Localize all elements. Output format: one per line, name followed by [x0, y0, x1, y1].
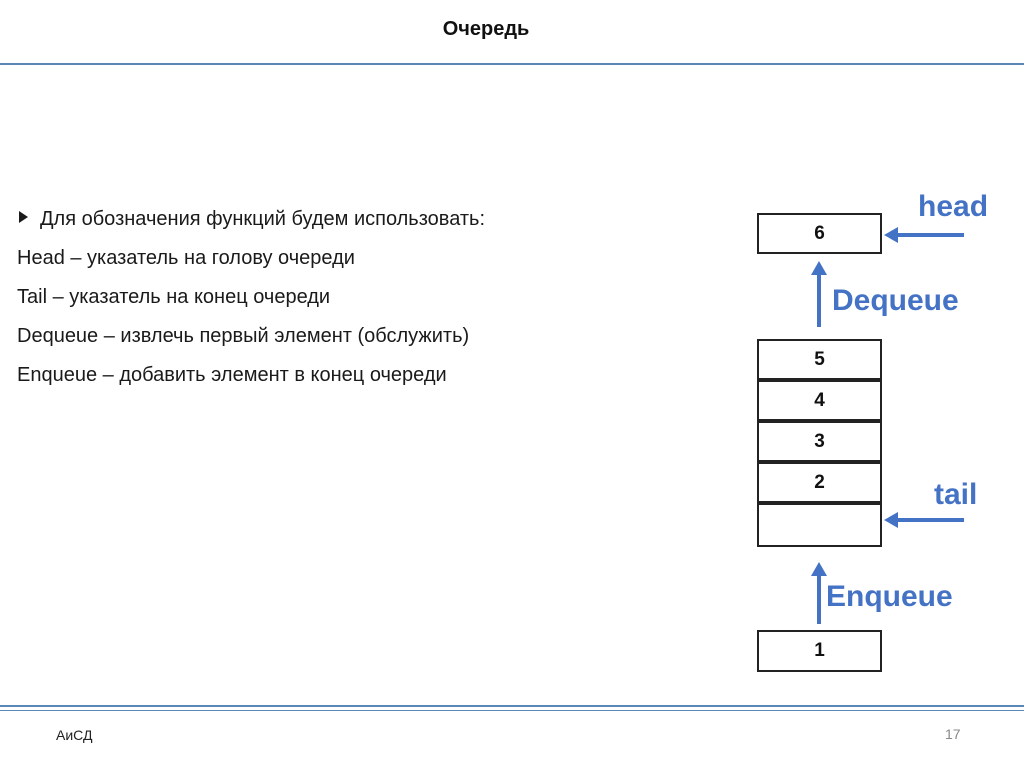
enqueue-label: Enqueue: [826, 580, 953, 613]
queue-cell: 3: [757, 421, 882, 462]
head-label: head: [918, 190, 989, 223]
dequeue-arrow-head: [811, 261, 827, 275]
bullet-tail: Tail – указатель на конец очереди: [17, 286, 331, 308]
head-arrow-head: [884, 227, 898, 243]
tail-label: tail: [934, 478, 978, 511]
page-number: 17: [945, 726, 961, 742]
bullet-intro: Для обозначения функций будем использовать:: [17, 200, 485, 239]
queue-cell: 2: [757, 462, 882, 503]
bullet-head: Head – указатель на голову очереди: [17, 247, 355, 269]
queue-cell-dequeued: 6: [757, 213, 882, 254]
bullet-dequeue: Dequeue – извлечь первый элемент (обслужить): [17, 325, 470, 347]
queue-cell: 4: [757, 380, 882, 421]
queue-cell: 5: [757, 339, 882, 380]
enqueue-arrow-head: [811, 562, 827, 576]
queue-cell-incoming: 1: [757, 630, 882, 672]
slide-title: Очередь: [442, 18, 530, 40]
footer-course: АиСД: [56, 727, 93, 743]
tail-arrow-head: [884, 512, 898, 528]
bullet-enqueue: Enqueue – добавить элемент в конец очереди: [17, 364, 447, 386]
dequeue-label: Dequeue: [832, 284, 959, 317]
